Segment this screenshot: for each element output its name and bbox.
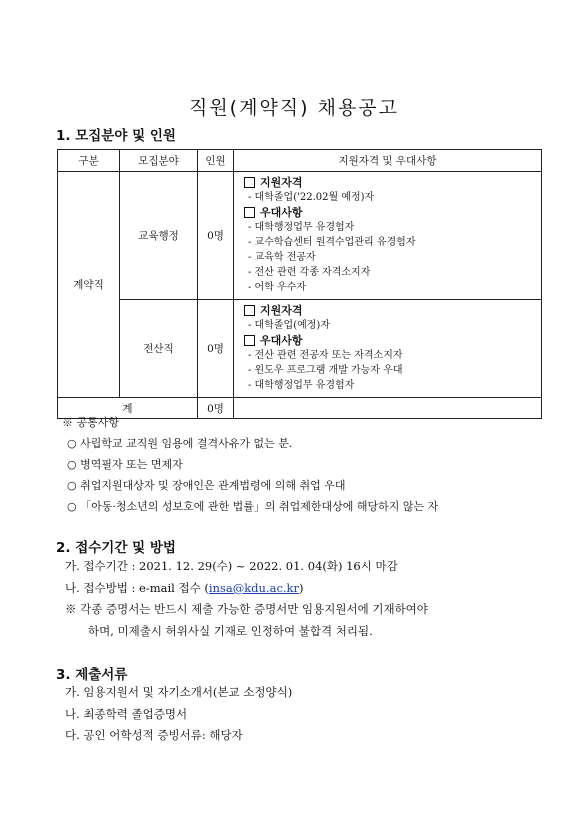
header-category: 구분 <box>58 150 120 172</box>
qualification-cell <box>234 172 542 300</box>
application-details <box>65 556 398 599</box>
total-label: 계 <box>58 398 198 419</box>
header-qualifications: 지원자격 및 우대사항 <box>234 150 542 172</box>
checkbox-square-icon <box>244 335 255 346</box>
application-period: 가. 접수기간 : 2021. 12. 29(수) ~ 2022. 01. 04(화) 16시 마감 <box>65 559 398 573</box>
list-item: - 대학졸업('22.02월 예정)자 <box>248 192 375 203</box>
list-item: - 윈도우 프로그램 개발 가능자 우대 <box>248 365 403 376</box>
header-field: 모집분야 <box>120 150 198 172</box>
list-item: 다. 공인 어학성적 증빙서류: 해당자 <box>65 728 243 742</box>
qualification-heading: 지원자격 <box>244 175 541 190</box>
list-item: 나. 최종학력 졸업증명서 <box>65 706 188 721</box>
table-row-education-admin <box>58 172 542 300</box>
list-item: - 대학졸업(예정)자 <box>248 320 330 331</box>
list-item: - 교수학습센터 원격수업관리 유경험자 <box>248 237 416 248</box>
field-cell: 교육행정 <box>120 172 198 300</box>
certificate-warning <box>65 598 545 642</box>
notes-heading: ※ 공통사항 <box>62 416 120 429</box>
checkbox-square-icon <box>244 207 255 218</box>
table-row-it <box>58 300 542 398</box>
recruitment-table <box>57 149 542 419</box>
list-item: - 전산 관련 각종 자격소지자 <box>248 267 371 278</box>
preference-heading: 우대사항 <box>244 205 541 220</box>
checkbox-square-icon <box>244 177 255 188</box>
common-requirements <box>58 413 438 517</box>
total-count: 0명 <box>198 398 234 419</box>
section-2-heading: 2. 접수기간 및 방법 <box>56 540 176 556</box>
table-header-row <box>58 150 542 172</box>
section-3-heading: 3. 제출서류 <box>56 667 128 683</box>
page-title: 직원(계약직) 채용공고 <box>188 97 400 119</box>
count-cell: 0명 <box>198 172 234 300</box>
list-item: - 대학행정업무 유경험자 <box>248 222 355 233</box>
header-count: 인원 <box>198 150 234 172</box>
email-link[interactable]: insa@kdu.ac.kr <box>208 580 300 595</box>
warning-line: ※ 각종 증명서는 반드시 제출 가능한 증명서만 임용지원서에 기재하여야 <box>65 602 428 616</box>
warning-line: 하며, 미제출시 허위사실 기재로 인정하여 불합격 처리됨. <box>88 624 373 638</box>
qualification-cell <box>234 300 542 398</box>
list-item: - 전산 관련 전공자 또는 자격소지자 <box>248 350 403 361</box>
section-1-heading: 1. 모집분야 및 인원 <box>56 128 176 144</box>
field-cell: 전산직 <box>120 300 198 398</box>
list-item: - 교육학 전공자 <box>248 252 316 263</box>
list-item: - 대학행정업무 유경험자 <box>248 380 355 391</box>
application-method: 나. 접수방법 : e-mail 접수 (insa@kdu.ac.kr) <box>65 580 304 595</box>
preference-heading: 우대사항 <box>244 333 541 348</box>
required-documents <box>65 682 292 747</box>
list-item: ○ 병역필자 또는 면제자 <box>67 458 183 471</box>
qualification-heading: 지원자격 <box>244 303 541 318</box>
list-item: ○ 「아동·청소년의 성보호에 관한 법률」의 취업제한대상에 해당하지 않는 자 <box>67 500 439 513</box>
list-item: ○ 취업지원대상자 및 장애인은 관계법령에 의해 취업 우대 <box>67 479 346 492</box>
category-cell: 계약직 <box>58 172 120 398</box>
list-item: - 어학 우수자 <box>248 282 307 293</box>
list-item: 가. 임용지원서 및 자기소개서(본교 소정양식) <box>65 685 293 699</box>
count-cell: 0명 <box>198 300 234 398</box>
list-item: ○ 사립학교 교직원 임용에 결격사유가 없는 분. <box>67 437 293 450</box>
checkbox-square-icon <box>244 305 255 316</box>
